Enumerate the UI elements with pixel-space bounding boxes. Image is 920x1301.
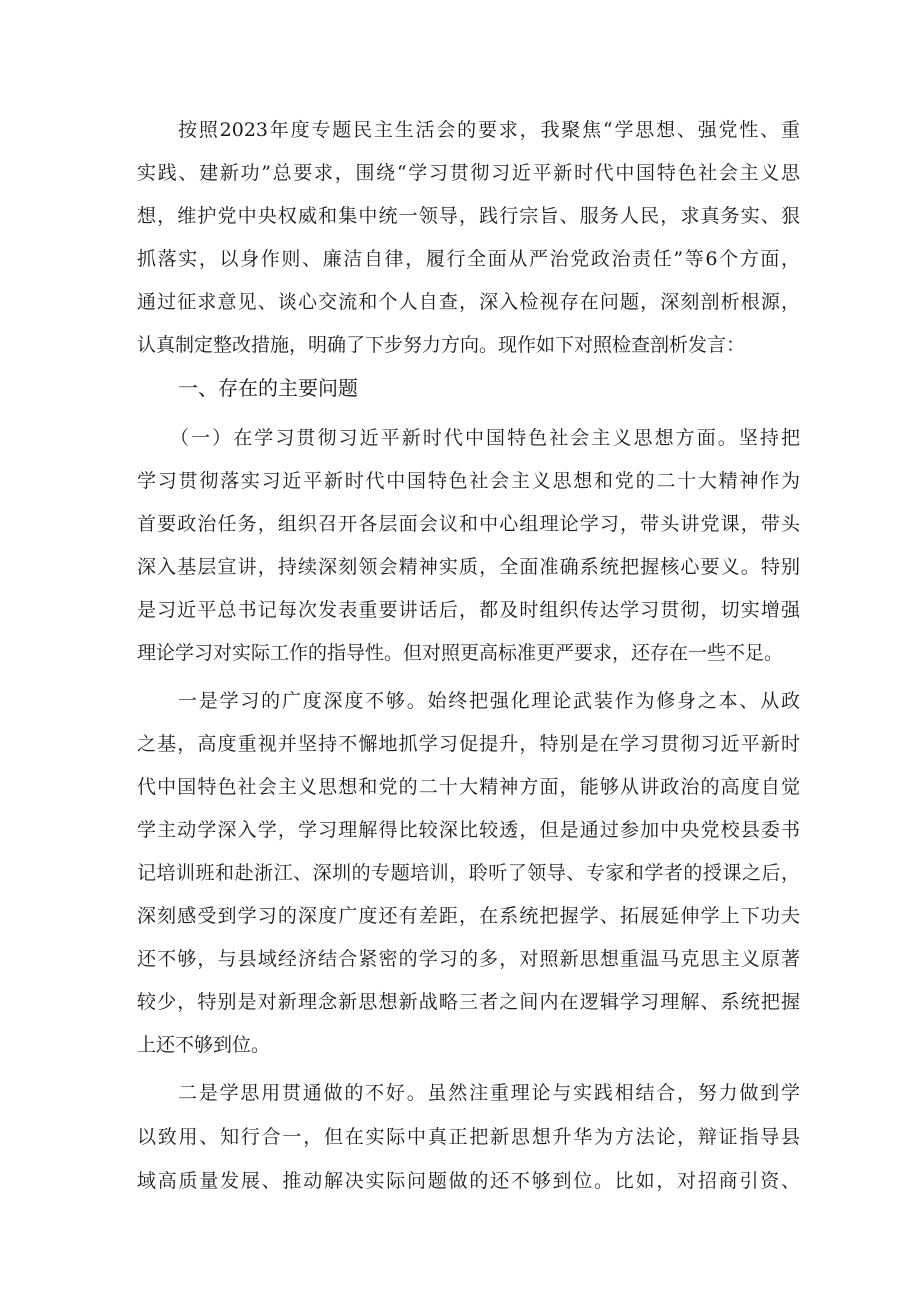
para2-line-7: 还不够，与县域经济结合紧密的学习的多，对照新思想重温马克思主义原著 <box>137 948 800 970</box>
para1-line-4: 深入基层宣讲，持续深刻领会精神实质，全面准确系统把握核心要义。特别 <box>137 556 800 578</box>
para1-line-5: 是习近平总书记每次发表重要讲话后，都及时组织传达学习贯彻，切实增强 <box>137 599 800 621</box>
para3-line-3: 域高质量发展、推动解决实际问题做的还不够到位。比如，对招商引资、 <box>137 1170 800 1192</box>
para1-line-2: 学习贯彻落实习近平新时代中国特色社会主义思想和党的二十大精神作为 <box>137 470 800 492</box>
para3-line-2: 以致用、知行合一，但在实际中真正把新思想升华为方法论，辩证指导县 <box>137 1126 800 1148</box>
section-heading: 一、存在的主要问题 <box>178 376 358 400</box>
para1-line-1: （一）在学习贯彻习近平新时代中国特色社会主义思想方面。坚持把 <box>170 427 800 449</box>
para2-line-4: 学主动学深入学，学习理解得比较深比较透，但是通过参加中央党校县委书 <box>137 819 800 841</box>
intro-line-4: 抓落实，以身作则、廉洁自律，履行全面从严治党政治责任”等6个方面， <box>137 248 800 270</box>
para2-line-5: 记培训班和赴浙江、深圳的专题培训，聆听了领导、专家和学者的授课之后， <box>137 862 800 884</box>
para2-line-3: 代中国特色社会主义思想和党的二十大精神方面，能够从讲政治的高度自觉 <box>137 776 800 798</box>
para1-line-6: 理论学习对实际工作的指导性。但对照更高标准更严要求，还存在一些不足。 <box>137 642 784 664</box>
para1-line-3: 首要政治任务，组织召开各层面会议和中心组理论学习，带头讲党课，带头 <box>137 513 800 535</box>
intro-line-2: 实践、建新功”总要求，围绕“学习贯彻习近平新时代中国特色社会主义思 <box>137 162 800 184</box>
para2-line-1: 一是学习的广度深度不够。始终把强化理论武装作为修身之本、从政 <box>178 690 800 712</box>
intro-line-3: 想，维护党中央权威和集中统一领导，践行宗旨、服务人民，求真务实、狠 <box>137 205 800 227</box>
para3-line-1: 二是学思用贯通做的不好。虽然注重理论与实践相结合，努力做到学 <box>178 1082 800 1104</box>
para2-line-9: 上还不够到位。 <box>137 1034 271 1056</box>
intro-line-6: 认真制定整改措施，明确了下步努力方向。现作如下对照检查剖析发言： <box>137 334 746 356</box>
para2-line-6: 深刻感受到学习的深度广度还有差距，在系统把握学、拓展延伸学上下功夫 <box>137 905 800 927</box>
para2-line-2: 之基，高度重视并坚持不懈地抓学习促提升，特别是在学习贯彻习近平新时 <box>137 733 800 755</box>
intro-line-5: 通过征求意见、谈心交流和个人自查，深入检视存在问题，深刻剖析根源， <box>137 291 800 313</box>
intro-line-1: 按照2023年度专题民主生活会的要求，我聚焦“学思想、强党性、重 <box>178 119 800 141</box>
para2-line-8: 较少，特别是对新理念新思想新战略三者之间内在逻辑学习理解、系统把握 <box>137 991 800 1013</box>
